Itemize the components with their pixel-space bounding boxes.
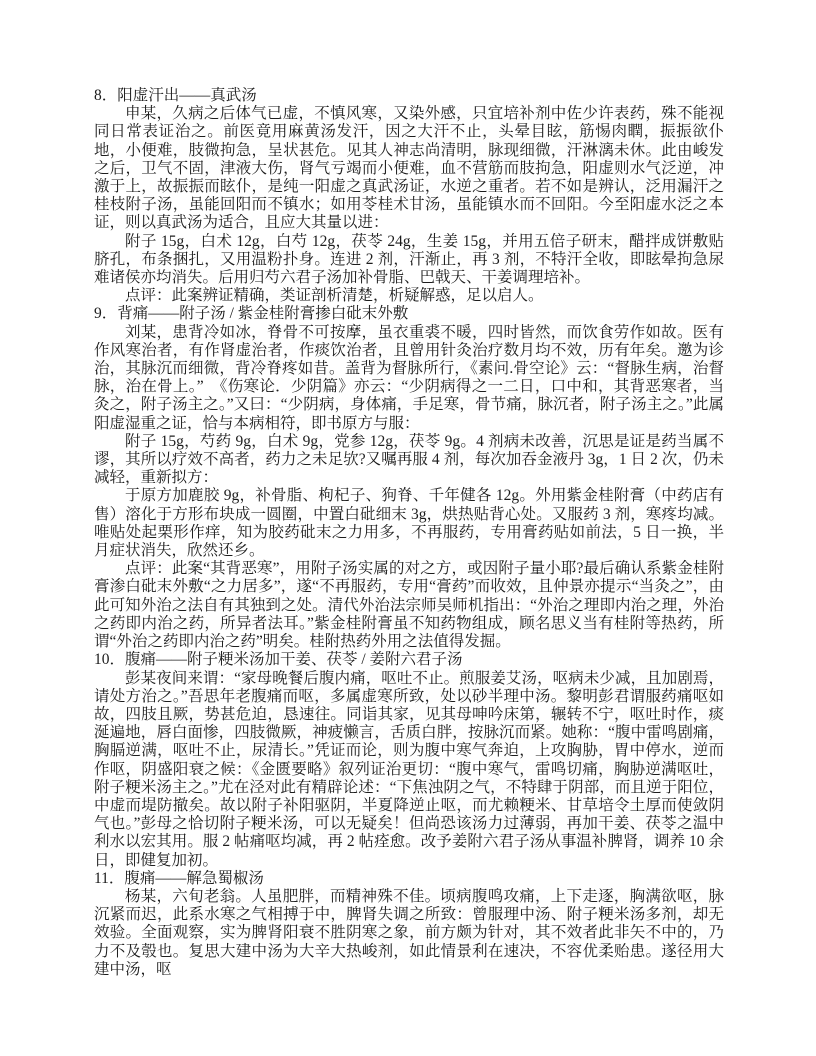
paragraph: 于原方加鹿胶 9g，补骨脂、枸杞子、狗脊、千年健各 12g。外用紫金桂附膏（中药店有售）溶化于方形布块成一圆圈，中置白砒细末 3g，烘热贴背心处。又服药 3 剂，寒疼均减。唯贴处起栗形作痒，知为胶药砒末之力用多，不再服药，专用膏药贴如前法，5 日一换，半月症状消失，欣然还乡。 — [94, 487, 724, 560]
document-body — [94, 87, 724, 979]
section-heading: 11．腹痛——解急蜀椒汤 — [94, 869, 264, 887]
paragraph: 附子 15g，芍药 9g，白术 9g，党参 12g，茯苓 9g。4 剂病未改善，沉思是证是药当属不谬，其所以疗效不高者，药力之未足欤?又嘱再服 4 剂，每次加吞金液丹 3g，1 日 2 次，仍未减轻，重新拟方： — [94, 432, 724, 487]
paragraph: 点评：此案“其背恶寒”，用附子汤实属的对之方，或因附子量小耶?最后确认系紫金桂附膏渗白砒末外敷“之力居多”，遂“不再服药，专用“膏药”而收效，且仲景亦提示“当灸之”，由此可知外治之法自有其独到之处。清代外治法宗师吴师机指出：“外治之理即内治之理，外治之药即内治之药，所异者法耳。”紫金桂附膏虽不知药物组成，顾名思义当有桂附等热药，所谓“外治之药即内治之药”明矣。桂附热药外用之法值得发掘。 — [94, 560, 724, 651]
paragraph: 彭某夜间来谓：“家母晚餐后腹内痛，呕吐不止。煎服姜艾汤，呕病未少减，且加剧焉，请处方治之。”吾思年老腹痛而呕，多属虚寒所致，处以砂半理中汤。黎明彭君谓服药痛呕如故，四肢且厥，势甚危迫，恳速往。同诣其家，见其母呻吟床第，辗转不宁，呕吐时作，痰涎遍地，唇白面惨，四肢微厥，神疲懒言，舌质白胖，按脉沉而紧。她称：“腹中雷鸣剧痛，胸膈逆满，呕吐不止，尿清长。”凭证而论，则为腹中寒气奔迫，上攻胸胁，胃中停水，逆而作呕，阴盛阳衰之候：《金匮要略》叙列证治更切：“腹中寒气，雷鸣切痛，胸胁逆满呕吐，附子粳米汤主之。”尤在泾对此有精辟论述：“下焦浊阴之气，不特肆于阴部，而且逆于阳位，中虚而堤防撤矣。故以附子补阳驱阴，半夏降逆止呕，而尤赖粳米、甘草培令土厚而使敛阴气也。”彭母之恰切附子粳米汤，可以无疑矣！但尚恐该汤力过薄弱，再加干姜、茯苓之温中利水以宏其用。服 2 帖痛呕均减，再 2 帖痊愈。改予姜附六君子汤从事温补脾肾，调养 10 余日，即健复加初。 — [94, 669, 724, 869]
paragraph: 杨某，六旬老翁。人虽肥胖，而精神殊不佳。顷病腹鸣攻痛，上下走逐，胸满欲呕，脉沉紧而迟，此系水寒之气相搏于中，脾肾失调之所致：曾服理中汤、附子粳米汤多剂，却无效验。全面观察，实为脾肾阳衰不胜阴寒之象，前方颇为针对，其不效者此非矢不中的，乃力不及彀也。复思大建中汤为大辛大热峻剂，如此情景利在速决，不容优柔贻患。遂径用大建中汤，呕 — [94, 887, 724, 978]
paragraph: 刘某，患背冷如冰，脊骨不可按摩，虽衣重裘不暖，四时皆然，而饮食劳作如故。医有作风寒治者，有作肾虚治者，作痰饮治者，且曾用针灸治疗数月均不效，历有年矣。邀为诊治，其脉沉而细微，背冷脊疼如昔。盖背为督脉所行，《素问.骨空论》云：“督脉生病，治督脉，治在骨上。” 《伤寒论．少阴篇》亦云：“少阴病得之一二日，口中和，其背恶寒者，当灸之，附子汤主之。”又曰：“少阴病，身体痛，手足寒，骨节痛，脉沉者，附子汤主之。”此属阳虚湿重之证，恰与本病相符，即书原方与服： — [94, 323, 724, 432]
section-heading: 9．背痛——附子汤 / 紫金桂附膏掺白砒末外敷 — [94, 305, 409, 323]
paragraph: 附子 15g，白术 12g，白芍 12g，茯苓 24g，生姜 15g，并用五倍子研末，醋拌成饼敷贴脐孔，布条捆扎，又用温粉扑身。连进 2 剂，汗渐止，再 3 剂，不特汗全收，即眩晕拘急尿难诸侯亦均消失。后用归芍六君子汤加补骨脂、巴戟天、干姜调理培补。 — [94, 232, 724, 287]
section-heading: 10．腹痛——附子粳米汤加干姜、茯苓 / 姜附六君子汤 — [94, 651, 463, 669]
paragraph: 点评：此案辨证精确，类证剖析清楚，析疑解惑，足以启人。 — [125, 287, 544, 305]
paragraph: 申某，久病之后体气已虚，不慎风寒，又染外感，只宜培补剂中佐少许表药，殊不能视同日常表证治之。前医竟用麻黄汤发汗，因之大汗不止，头晕目眩，筋惕肉瞤，振振欲仆地，小便难，肢微拘急，呈状甚危。见其人神志尚清明，脉现细微，汗淋漓未休。此由峻发之后，卫气不固，津液大伤，肾气亏竭而小便难，血不营筋而肢拘急，阳虚则水气泛逆，冲激于上，故振振而眩仆，是纯一阳虚之真武汤证，水逆之重者。若不如是辨认，泛用漏汗之桂枝附子汤，虽能回阳而不镇水；如用苓桂术甘汤，虽能镇水而不回阳。今至阳虚水泛之本证，则以真武汤为适合，且应大其量以进： — [94, 105, 724, 232]
section-heading: 8．阳虚汗出——真武汤 — [94, 87, 257, 104]
